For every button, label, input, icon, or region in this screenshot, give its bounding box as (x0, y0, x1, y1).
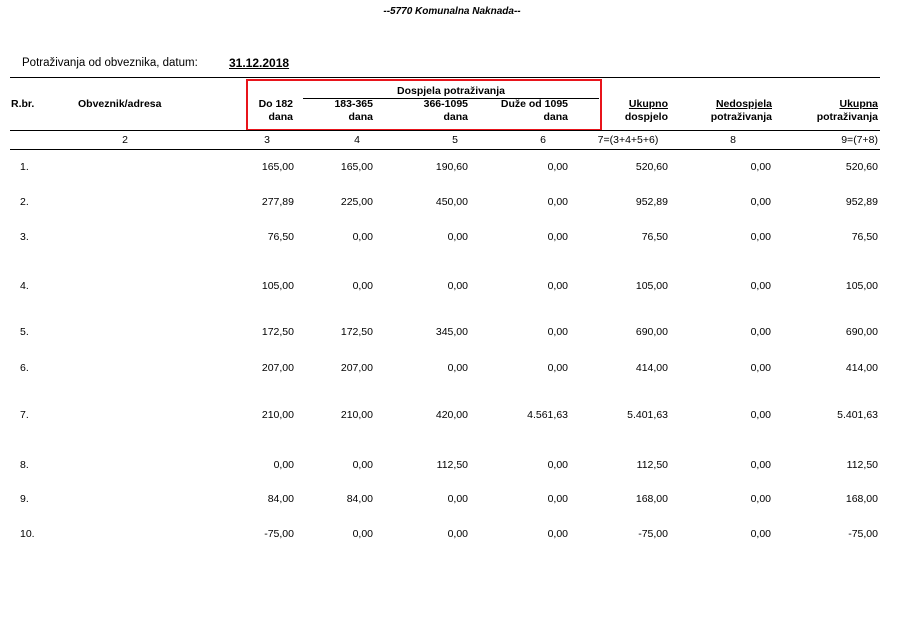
cell-c7: 112,50 (636, 459, 668, 471)
cell-c3: 165,00 (261, 161, 294, 173)
cell-c6: 0,00 (547, 493, 568, 505)
row-number: 5. (20, 326, 29, 338)
header-ukpot-line1: Ukupna (839, 98, 878, 110)
cell-c9: 76,50 (851, 231, 878, 243)
cell-c6: 0,00 (547, 231, 568, 243)
cell-c9: 168,00 (845, 493, 878, 505)
cell-c6: 0,00 (547, 528, 568, 540)
header-366-line1: 366-1095 (423, 98, 468, 110)
cell-c7: 105,00 (635, 280, 668, 292)
cell-c3: 210,00 (261, 409, 294, 421)
cell-c7: 952,89 (635, 196, 668, 208)
colnum-5: 5 (452, 134, 458, 146)
cell-c6: 0,00 (547, 362, 568, 374)
row-number: 4. (20, 280, 29, 292)
header-183-line2: dana (348, 111, 373, 123)
cell-c9: 520,60 (845, 161, 878, 173)
cell-c4: 225,00 (340, 196, 373, 208)
cell-c8: 0,00 (750, 231, 771, 243)
colnum-7: 7=(3+4+5+6) (597, 134, 659, 146)
row-number: 1. (20, 161, 29, 173)
cell-c6: 4.561,63 (527, 409, 568, 421)
colnum-4: 4 (354, 134, 360, 146)
cell-c5: 420,00 (435, 409, 468, 421)
cell-c6: 0,00 (547, 280, 568, 292)
cell-c7: -75,00 (638, 528, 668, 540)
cell-c4: 0,00 (352, 528, 373, 540)
date-label: Potraživanja od obveznika, datum: (22, 57, 198, 69)
cell-c3: 277,89 (261, 196, 294, 208)
cell-c8: 0,00 (750, 459, 771, 471)
cell-c8: 0,00 (750, 326, 771, 338)
report-title: --5770 Komunalna Naknada-- (383, 6, 521, 17)
row-number: 10. (20, 528, 35, 540)
cell-c8: 0,00 (750, 196, 771, 208)
header-duze-line1: Duže od 1095 (500, 98, 568, 110)
cell-c3: 84,00 (267, 493, 294, 505)
cell-c4: 172,50 (340, 326, 373, 338)
cell-c3: -75,00 (264, 528, 294, 540)
row-number: 3. (20, 231, 29, 243)
row-number: 8. (20, 459, 29, 471)
header-obveznik: Obveznik/adresa (78, 98, 162, 110)
header-nedosp-line1: Nedospjela (715, 98, 772, 110)
cell-c7: 76,50 (641, 231, 668, 243)
header-ukupno-line1: Ukupno (628, 98, 668, 110)
cell-c6: 0,00 (547, 459, 568, 471)
colnum-6: 6 (540, 134, 546, 146)
row-number: 6. (20, 362, 29, 374)
header-do182-line2: dana (268, 111, 293, 123)
colnum-bottom-rule (10, 149, 880, 150)
cell-c8: 0,00 (750, 528, 771, 540)
header-366-line2: dana (443, 111, 468, 123)
cell-c5: 0,00 (447, 493, 468, 505)
cell-c9: 414,00 (845, 362, 878, 374)
cell-c4: 0,00 (352, 231, 373, 243)
cell-c5: 0,00 (447, 280, 468, 292)
cell-c3: 172,50 (261, 326, 294, 338)
cell-c5: 450,00 (435, 196, 468, 208)
colnum-3: 3 (264, 134, 270, 146)
cell-c6: 0,00 (547, 161, 568, 173)
colnum-8: 8 (730, 134, 736, 146)
cell-c9: 690,00 (845, 326, 878, 338)
cell-c8: 0,00 (750, 362, 771, 374)
cell-c7: 168,00 (635, 493, 668, 505)
cell-c7: 520,60 (635, 161, 668, 173)
cell-c3: 207,00 (261, 362, 294, 374)
colnum-2: 2 (122, 134, 128, 146)
row-number: 2. (20, 196, 29, 208)
cell-c5: 345,00 (435, 326, 468, 338)
cell-c5: 0,00 (447, 231, 468, 243)
cell-c7: 414,00 (635, 362, 668, 374)
cell-c7: 5.401,63 (627, 409, 668, 421)
cell-c9: -75,00 (848, 528, 878, 540)
cell-c5: 112,50 (436, 459, 468, 471)
cell-c4: 0,00 (352, 459, 373, 471)
header-183-line1: 183-365 (334, 98, 373, 110)
header-duze-line2: dana (543, 111, 568, 123)
cell-c9: 952,89 (845, 196, 878, 208)
header-group-dospjela: Dospjela potraživanja (397, 85, 505, 97)
cell-c9: 5.401,63 (837, 409, 878, 421)
header-bottom-rule (10, 130, 880, 131)
cell-c8: 0,00 (750, 409, 771, 421)
cell-c3: 0,00 (273, 459, 294, 471)
cell-c8: 0,00 (750, 161, 771, 173)
cell-c3: 105,00 (261, 280, 294, 292)
cell-c9: 112,50 (846, 459, 878, 471)
cell-c6: 0,00 (547, 196, 568, 208)
cell-c5: 0,00 (447, 362, 468, 374)
cell-c8: 0,00 (750, 280, 771, 292)
cell-c9: 105,00 (845, 280, 878, 292)
cell-c4: 84,00 (346, 493, 373, 505)
header-ukpot-line2: potraživanja (816, 111, 878, 123)
cell-c5: 190,60 (435, 161, 468, 173)
header-ukupno-line2: dospjelo (624, 111, 668, 123)
cell-c3: 76,50 (267, 231, 294, 243)
report-date: 31.12.2018 (229, 56, 290, 70)
table-top-rule (10, 77, 880, 78)
cell-c8: 0,00 (750, 493, 771, 505)
cell-c7: 690,00 (635, 326, 668, 338)
colnum-9: 9=(7+8) (841, 134, 878, 146)
cell-c6: 0,00 (547, 326, 568, 338)
cell-c4: 0,00 (352, 280, 373, 292)
highlight-box (246, 79, 602, 131)
cell-c4: 207,00 (340, 362, 373, 374)
header-rbr: R.br. (11, 98, 35, 110)
header-do182-line1: Do 182 (258, 98, 293, 110)
row-number: 9. (20, 493, 29, 505)
cell-c5: 0,00 (447, 528, 468, 540)
header-nedosp-line2: potraživanja (710, 111, 772, 123)
row-number: 7. (20, 409, 29, 421)
cell-c4: 165,00 (340, 161, 373, 173)
cell-c4: 210,00 (340, 409, 373, 421)
